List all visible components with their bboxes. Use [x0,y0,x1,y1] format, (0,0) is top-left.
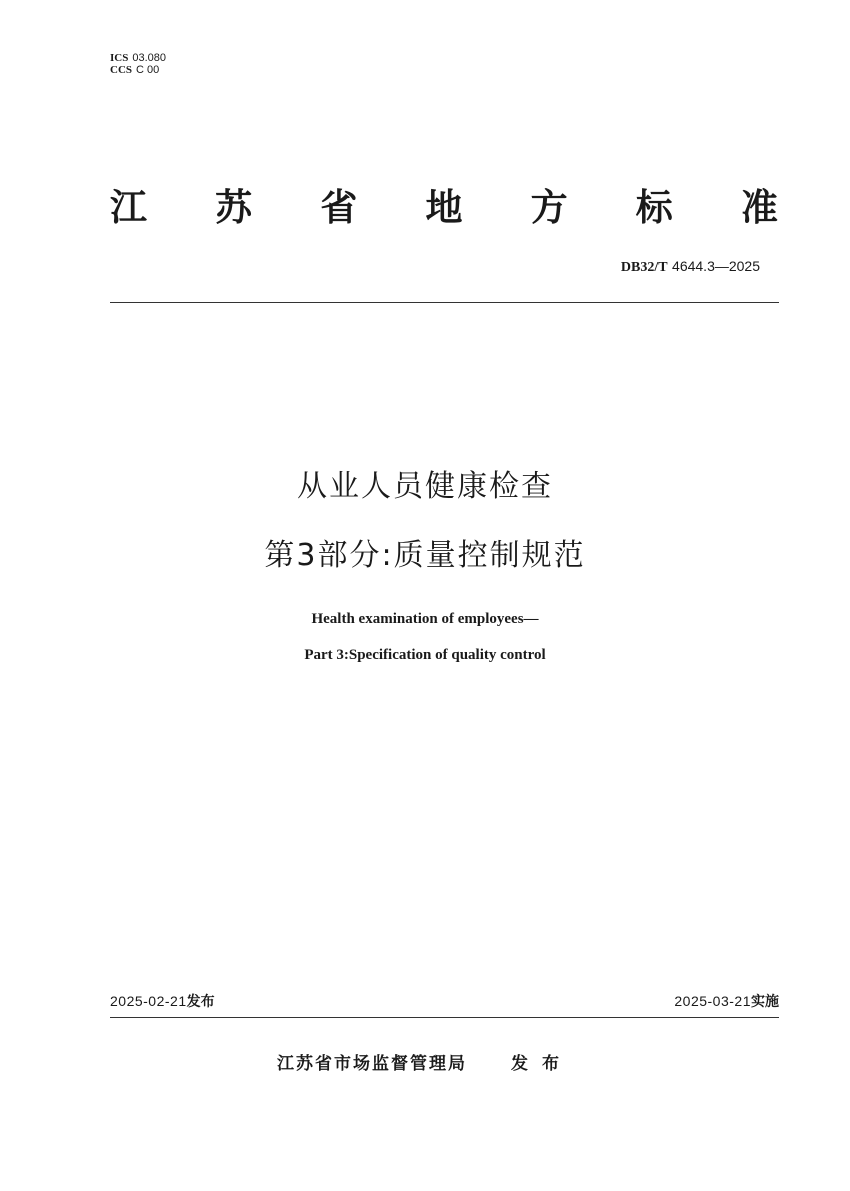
category-char: 标 [635,186,673,229]
standard-id: 4644.3—2025 [672,258,760,274]
publish-date-value: 2025-02-21 [110,993,187,1009]
category-char: 省 [320,186,358,229]
standard-category-title [110,183,778,233]
category-char: 准 [740,186,778,229]
publish-date-label: 发布 [186,994,215,1010]
standard-prefix: DB32/T [620,260,668,275]
header-divider [110,302,779,303]
category-char: 地 [425,186,463,229]
implement-date-label: 实施 [751,994,779,1010]
en-title-line1: Health examination of employees— [311,611,539,627]
publisher-line [0,1052,850,1076]
implement-date [674,991,779,1012]
ccs-label: CCS [110,64,133,76]
publisher-name: 江苏省市场监督管理局 [277,1054,467,1074]
ics-label: ICS [110,52,129,64]
category-char: 江 [110,186,147,229]
ics-value: 03.080 [132,52,166,64]
publish-date [110,991,215,1012]
standard-number [621,257,760,277]
cn-title-line2: 第3部分:质量控制规范 [264,538,586,573]
cn-title-line1: 从业人员健康检查 [297,469,553,504]
ics-code [110,52,166,64]
en-title-line2: Part 3:Specification of quality control [304,647,546,663]
implement-date-value: 2025-03-21 [674,993,751,1009]
category-char: 方 [530,186,568,229]
footer-divider [110,1017,779,1018]
publish-action: 发布 [511,1054,573,1074]
ccs-value: C 00 [136,64,160,76]
ccs-code [110,64,159,76]
category-char: 苏 [215,186,253,229]
